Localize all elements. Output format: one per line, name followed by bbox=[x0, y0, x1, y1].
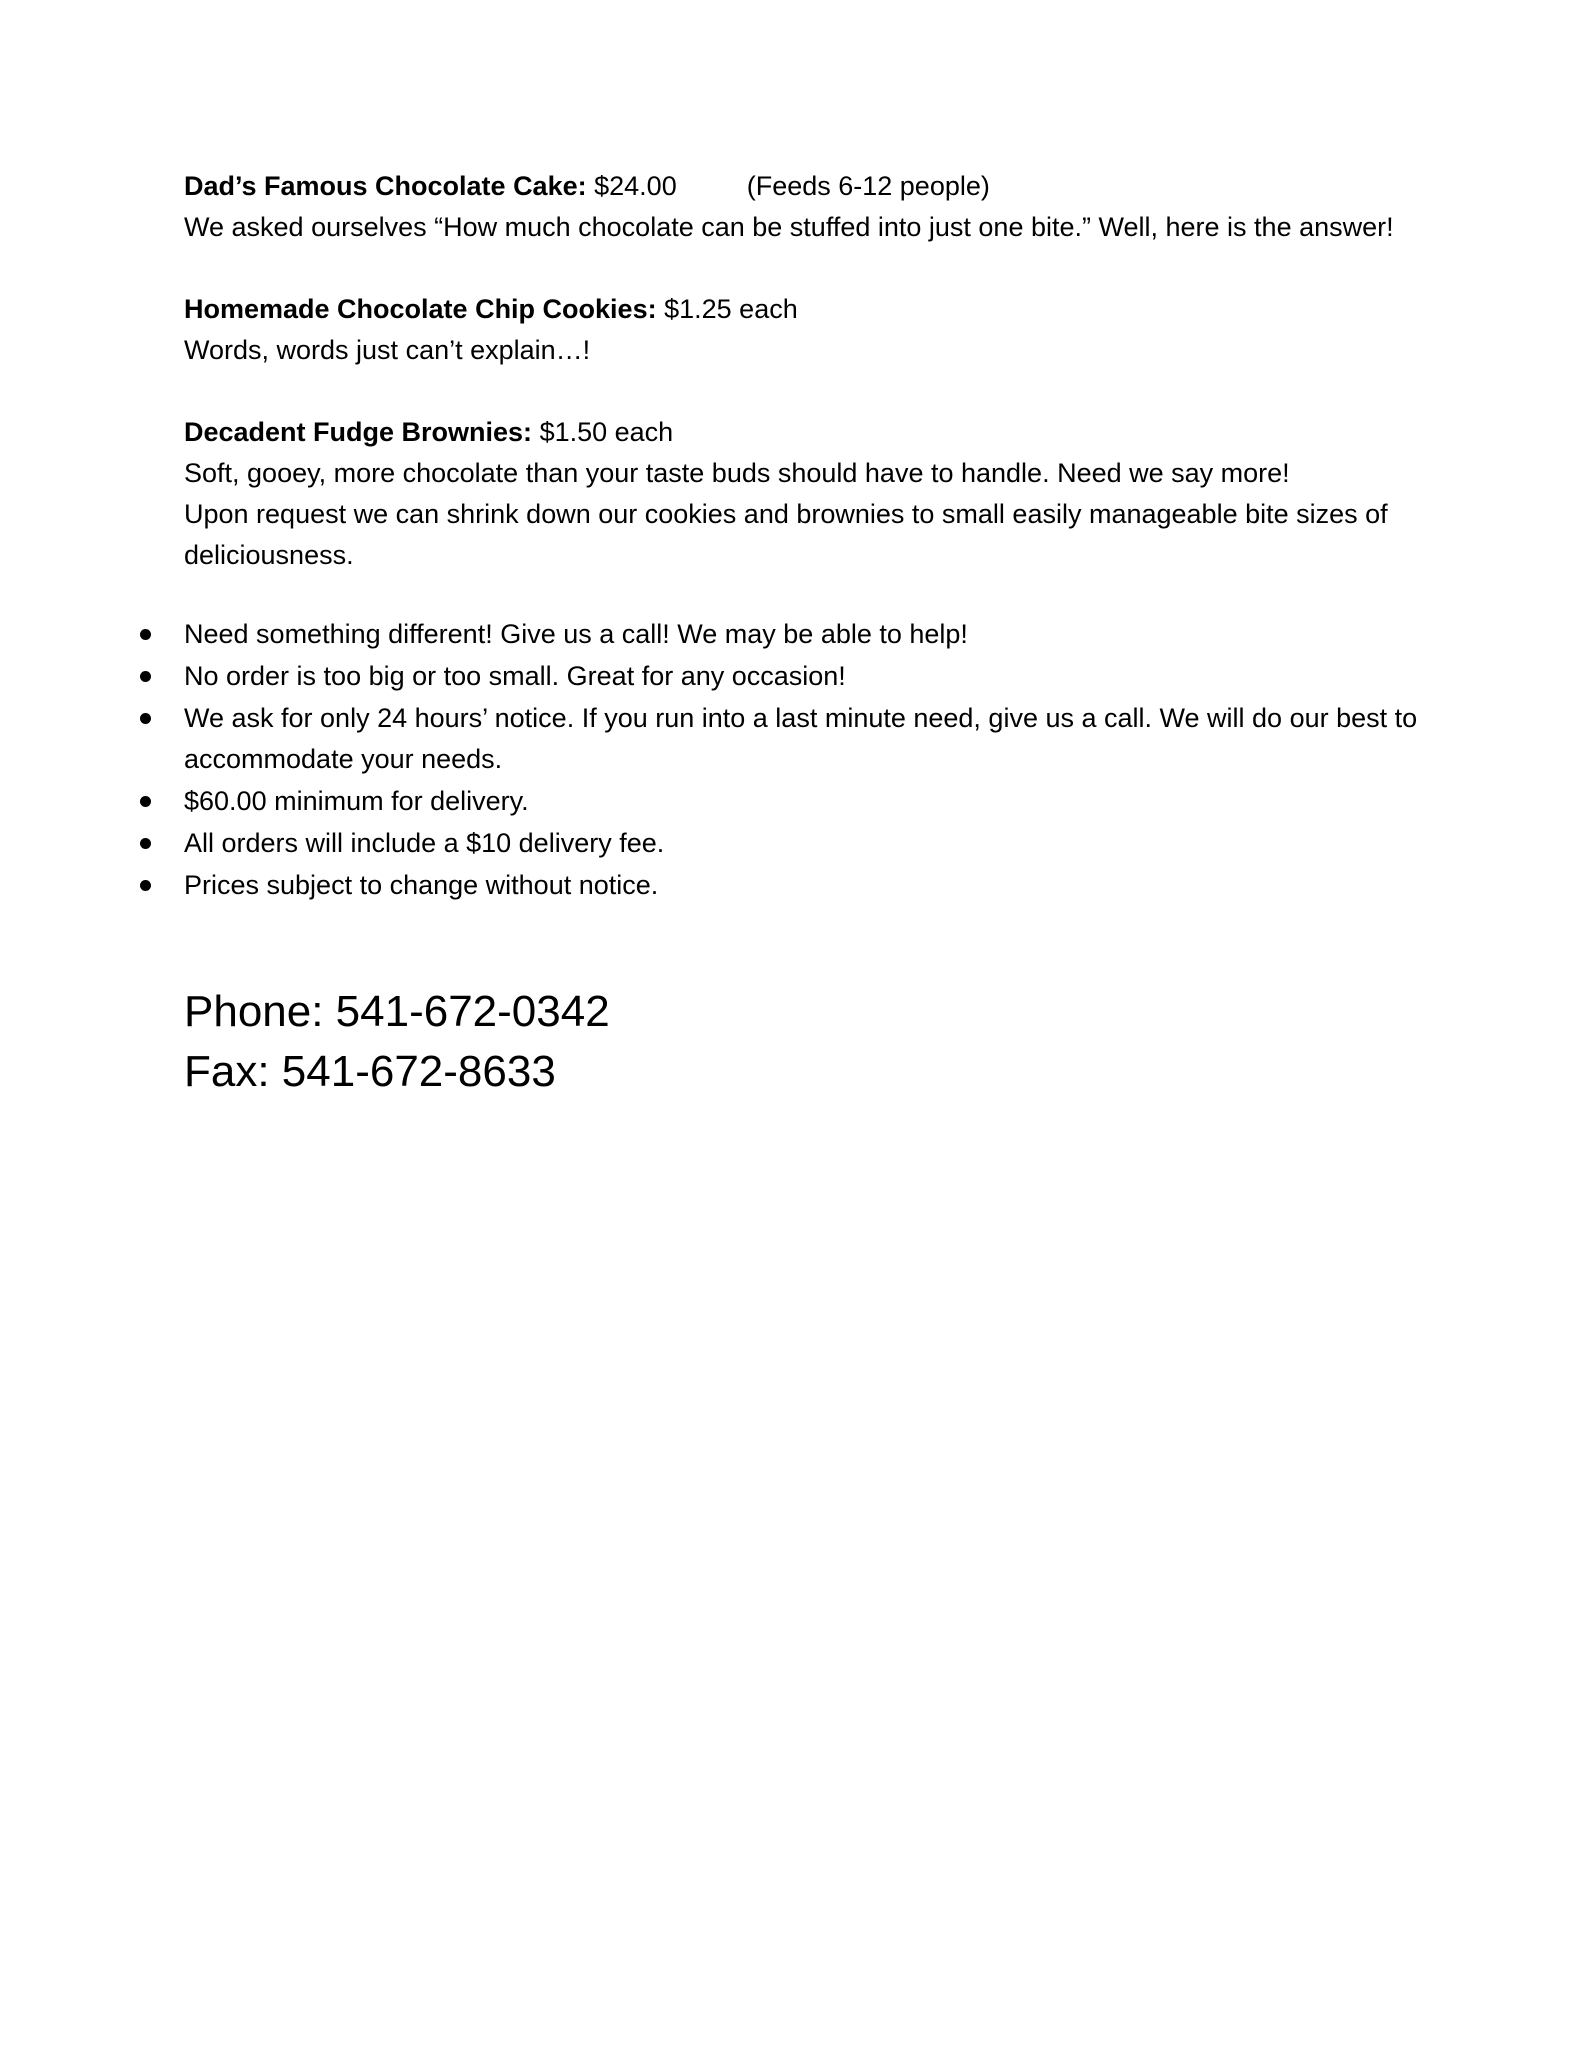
policy-item bbox=[184, 614, 1464, 655]
policy-item bbox=[184, 698, 1464, 780]
bullet-icon bbox=[140, 713, 151, 724]
policy-item bbox=[184, 656, 1464, 697]
menu-item-brownies bbox=[184, 412, 1464, 576]
policy-text: No order is too big or too small. Great for any occasion! bbox=[184, 661, 846, 691]
bullet-icon bbox=[140, 671, 151, 682]
policy-item bbox=[184, 823, 1464, 864]
policy-text: We ask for only 24 hours’ notice. If you run into a last minute need, give us a call. We will do our best to accommodate your needs. bbox=[184, 703, 1418, 774]
policy-item bbox=[184, 781, 1464, 822]
menu-item-serves: (Feeds 6-12 people) bbox=[746, 171, 990, 201]
spacer bbox=[184, 371, 1464, 412]
menu-item-title: Homemade Chocolate Chip Cookies: bbox=[184, 294, 657, 324]
menu-item-title: Decadent Fudge Brownies: bbox=[184, 417, 533, 447]
policy-list bbox=[184, 614, 1464, 907]
phone-number: Phone: 541-672-0342 bbox=[184, 987, 610, 1036]
menu-section bbox=[184, 166, 1464, 576]
menu-item-note: Upon request we can shrink down our cookies and brownies to small easily manageable bite sizes of deliciousness. bbox=[184, 499, 1388, 570]
menu-item-header bbox=[184, 412, 1464, 453]
menu-item-price: $1.50 each bbox=[539, 417, 674, 447]
bullet-icon bbox=[140, 796, 151, 807]
menu-item-header bbox=[184, 289, 1464, 330]
menu-item-cookies bbox=[184, 289, 1464, 371]
policy-text: Prices subject to change without notice. bbox=[184, 870, 659, 900]
menu-item-description: We asked ourselves “How much chocolate can be stuffed into just one bite.” Well, here is the answer! bbox=[184, 212, 1394, 242]
menu-item-price: $1.25 each bbox=[664, 294, 798, 324]
menu-item-chocolate-cake bbox=[184, 166, 1464, 248]
policy-text: All orders will include a $10 delivery fee. bbox=[184, 828, 665, 858]
spacer bbox=[184, 248, 1464, 289]
menu-item-price: $24.00 bbox=[594, 171, 677, 201]
contact-info bbox=[184, 982, 610, 1102]
policy-text: Need something different! Give us a call! We may be able to help! bbox=[184, 619, 968, 649]
policy-text: $60.00 minimum for delivery. bbox=[184, 786, 529, 816]
menu-item-header bbox=[184, 166, 1464, 207]
policy-item bbox=[184, 865, 1464, 906]
menu-item-description: Soft, gooey, more chocolate than your taste buds should have to handle. Need we say more! bbox=[184, 458, 1290, 488]
bullet-icon bbox=[140, 629, 151, 640]
menu-item-title: Dad’s Famous Chocolate Cake: bbox=[184, 171, 587, 201]
bullet-icon bbox=[140, 838, 151, 849]
bullet-icon bbox=[140, 880, 151, 891]
fax-number: Fax: 541-672-8633 bbox=[184, 1047, 556, 1096]
menu-item-description: Words, words just can’t explain…! bbox=[184, 335, 591, 365]
